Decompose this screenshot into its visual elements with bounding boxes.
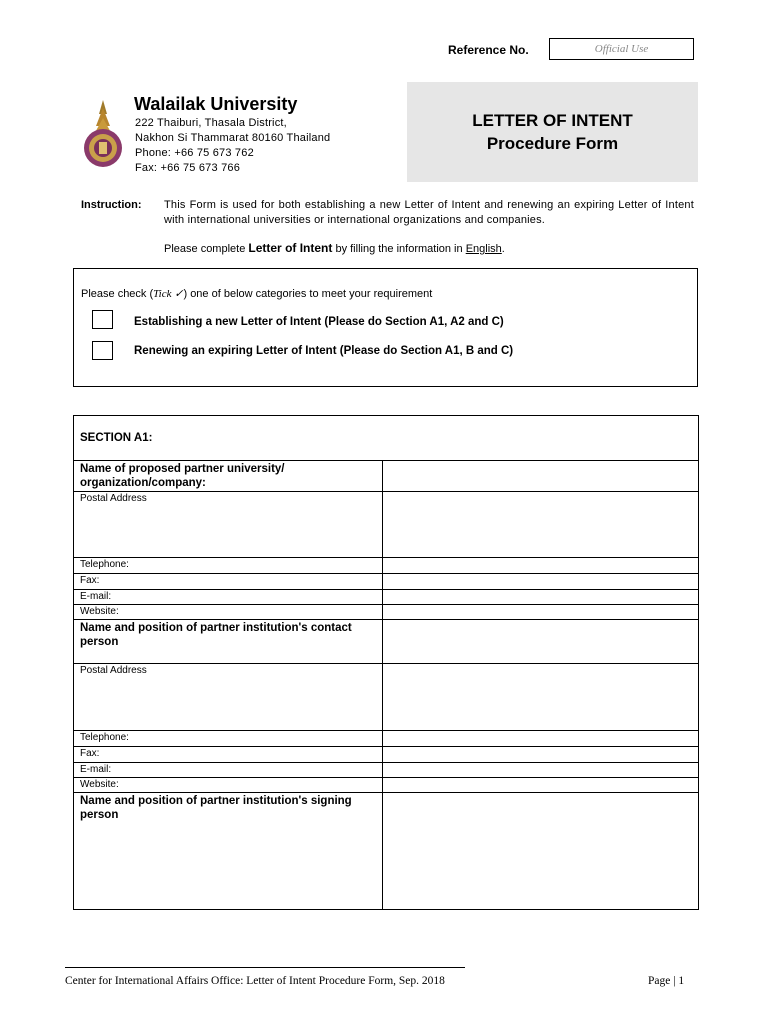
fax-input[interactable] — [383, 574, 699, 590]
tick-hint: Tick ✓ — [153, 288, 184, 300]
website-input[interactable] — [383, 605, 699, 620]
intro-suffix: ) one of below categories to meet your requirement — [183, 288, 433, 300]
renew-checkbox[interactable] — [92, 341, 113, 360]
address-line-2: Nakhon Si Thammarat 80160 Thailand — [135, 132, 331, 144]
section-a1-header: SECTION A1: — [74, 416, 699, 461]
fax-number: Fax: +66 75 673 766 — [135, 162, 241, 174]
postal-address-input[interactable] — [383, 492, 699, 558]
language-instruction — [164, 241, 505, 255]
please-bold: Letter of Intent — [248, 241, 333, 255]
university-seal-logo — [80, 98, 126, 170]
contact-email-label: E-mail: — [74, 763, 383, 778]
signing-person-input[interactable] — [383, 793, 699, 910]
please-suffix: . — [501, 243, 505, 255]
contact-postal-address-label: Postal Address — [74, 664, 383, 731]
partner-name-input[interactable] — [383, 461, 699, 492]
contact-person-input[interactable] — [383, 620, 699, 664]
contact-postal-address-input[interactable] — [383, 664, 699, 731]
fax-label: Fax: — [74, 574, 383, 590]
telephone-label: Telephone: — [74, 558, 383, 574]
university-name: Walailak University — [134, 94, 298, 114]
contact-website-label: Website: — [74, 778, 383, 793]
contact-website-input[interactable] — [383, 778, 699, 793]
postal-address-label: Postal Address — [74, 492, 383, 558]
contact-telephone-input[interactable] — [383, 731, 699, 747]
email-label: E-mail: — [74, 590, 383, 605]
instruction-label: Instruction: — [81, 199, 142, 211]
reference-label: Reference No. — [448, 43, 529, 57]
please-prefix: Please complete — [164, 243, 249, 255]
establish-option-label: Establishing a new Letter of Intent (Please do Section A1, A2 and C) — [134, 316, 504, 328]
form-title-box — [407, 82, 698, 182]
instruction-text: This Form is used for both establishing a new Letter of Intent and renewing an expiring Letter of Intent with international universities or international organizations and companies. — [164, 199, 694, 226]
telephone-input[interactable] — [383, 558, 699, 574]
phone-number: Phone: +66 75 673 762 — [135, 147, 254, 159]
contact-fax-label: Fax: — [74, 747, 383, 763]
establish-checkbox[interactable] — [92, 310, 113, 329]
reference-number-field[interactable] — [549, 38, 694, 60]
address-line-1: 222 Thaiburi, Thasala District, — [135, 117, 287, 129]
footer-text: Center for International Affairs Office: Letter of Intent Procedure Form, Sep. 2018 — [65, 975, 445, 987]
section-a1-table — [73, 415, 699, 910]
email-input[interactable] — [383, 590, 699, 605]
intro-prefix: Please check ( — [81, 288, 154, 300]
form-subtitle: Procedure Form — [486, 134, 619, 153]
footer-divider — [65, 967, 465, 968]
contact-email-input[interactable] — [383, 763, 699, 778]
renew-option-label: Renewing an expiring Letter of Intent (Please do Section A1, B and C) — [134, 345, 514, 357]
category-intro — [81, 287, 432, 300]
please-middle: by filling the information in — [332, 243, 466, 255]
page-number: Page | 1 — [648, 975, 685, 987]
official-use-placeholder: Official Use — [594, 43, 649, 55]
partner-name-label: Name of proposed partner university/ organization/company: — [74, 461, 383, 492]
website-label: Website: — [74, 605, 383, 620]
form-title: LETTER OF INTENT — [472, 111, 633, 130]
contact-fax-input[interactable] — [383, 747, 699, 763]
contact-telephone-label: Telephone: — [74, 731, 383, 747]
english-link: English — [465, 243, 502, 255]
signing-person-label: Name and position of partner institution's signing person — [74, 793, 383, 910]
contact-person-label: Name and position of partner institution's contact person — [74, 620, 383, 664]
